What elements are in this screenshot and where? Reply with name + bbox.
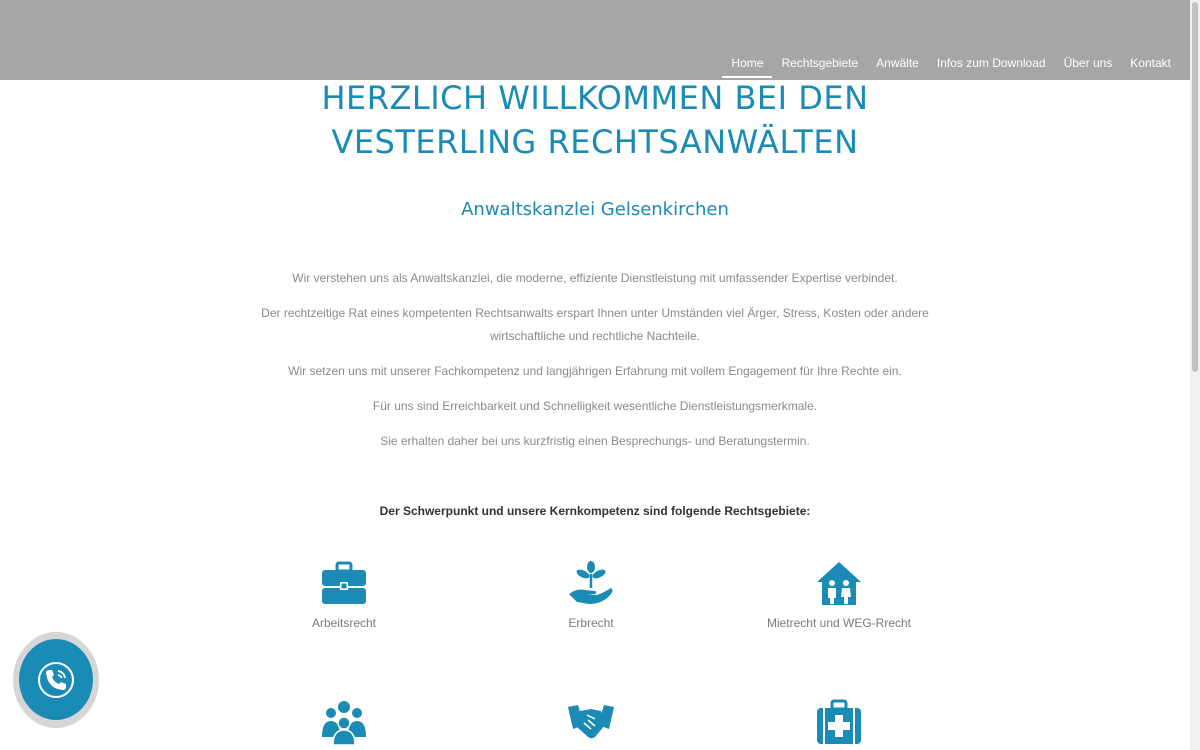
area-erbrecht[interactable] — [466, 560, 716, 630]
area-label: Mietrecht und WEG-Rrecht — [766, 616, 912, 630]
focus-heading: Der Schwerpunkt und unsere Kernkompetenz sind folgende Rechtsgebiete: — [379, 504, 811, 518]
nav-infos-download[interactable]: Infos zum Download — [936, 56, 1046, 70]
area-item-5[interactable] — [466, 699, 716, 745]
main-nav — [722, 52, 1180, 78]
area-mietrecht[interactable] — [714, 560, 964, 630]
area-item-6[interactable] — [714, 699, 964, 745]
handshake-icon — [567, 699, 615, 745]
intro-paragraph-3: Wir setzen uns mit unserer Fachkompetenz und langjährigen Erfahrung mit vollem Engagement für Ihre Rechte ein. — [288, 364, 902, 378]
intro-paragraph-4: Für uns sind Erreichbarkeit und Schnelligkeit wesentliche Dienstleistungsmerkmale. — [372, 399, 818, 413]
intro-paragraph-1: Wir verstehen uns als Anwaltskanzlei, die moderne, effiziente Dienstleistung mit umfassender Expertise verbindet. — [292, 271, 898, 285]
area-label: Erbrecht — [568, 616, 614, 630]
header-bar — [0, 0, 1190, 80]
medical-kit-icon — [815, 699, 863, 745]
page-scrollbar[interactable] — [1190, 0, 1200, 750]
scrollbar-thumb[interactable] — [1192, 2, 1198, 372]
nav-home[interactable]: Home — [722, 52, 772, 78]
page-title — [0, 76, 1190, 164]
area-arbeitsrecht[interactable] — [219, 560, 469, 630]
plant-in-hand-icon — [567, 560, 615, 606]
title-line-1: HERZLICH WILLKOMMEN BEI DEN — [321, 79, 869, 117]
area-label: Arbeitsrecht — [311, 616, 377, 630]
call-button[interactable] — [13, 632, 99, 728]
intro-paragraph-5: Sie erhalten daher bei uns kurzfristig einen Besprechungs- und Beratungstermin. — [380, 434, 810, 448]
group-people-icon — [320, 699, 368, 745]
nav-ueber-uns[interactable]: Über uns — [1063, 56, 1113, 70]
intro-paragraph-2: Der rechtzeitige Rat eines kompetenten Rechtsanwalts erspart Ihnen unter Umständen viel Ärger, Stress, Kosten oder andere wirtschaftliche und rechtliche Nachteile. — [261, 306, 929, 343]
nav-rechtsgebiete[interactable]: Rechtsgebiete — [781, 56, 859, 70]
title-line-2: VESTERLING RECHTSANWÄLTEN — [331, 123, 859, 161]
briefcase-icon — [320, 560, 368, 606]
house-family-icon — [815, 560, 863, 606]
area-item-4[interactable] — [219, 699, 469, 745]
phone-call-icon — [36, 660, 76, 700]
nav-kontakt[interactable]: Kontakt — [1130, 56, 1171, 70]
nav-anwaelte[interactable]: Anwälte — [876, 56, 919, 70]
page-subtitle: Anwaltskanzlei Gelsenkirchen — [461, 199, 729, 220]
call-button-inner[interactable] — [19, 639, 93, 720]
